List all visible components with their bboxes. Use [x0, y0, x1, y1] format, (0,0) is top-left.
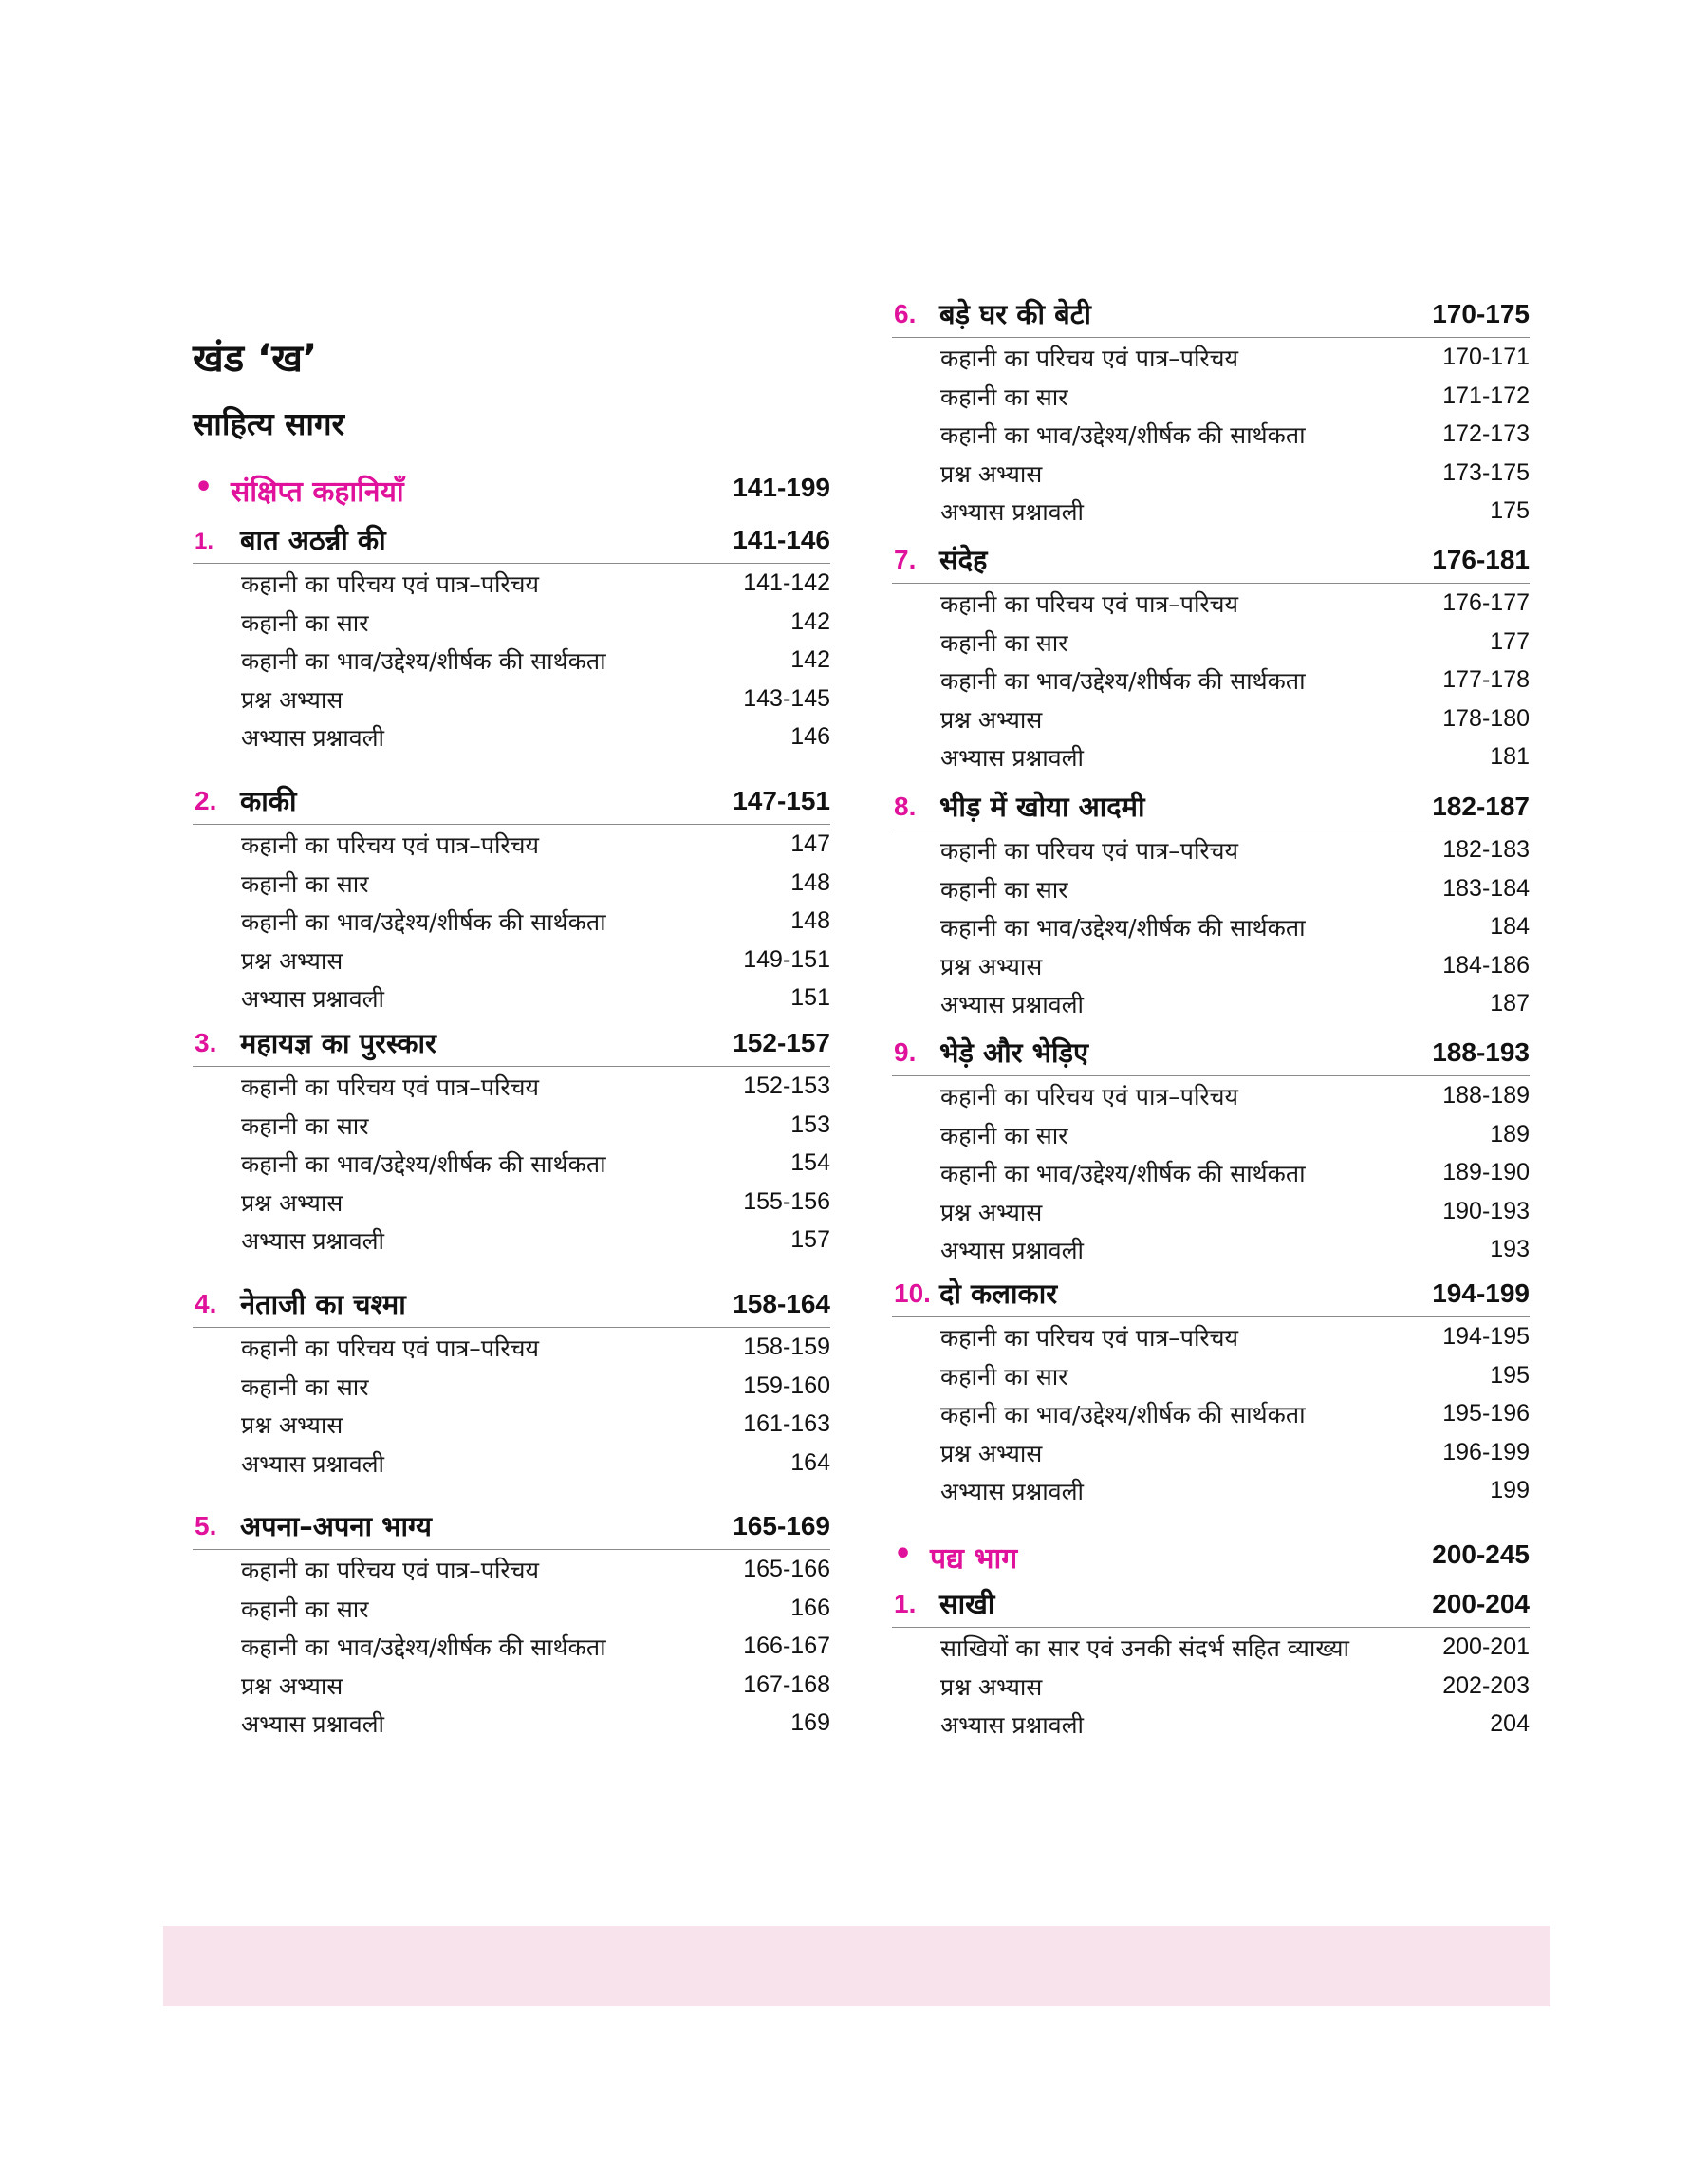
toc-story[interactable]	[892, 790, 1530, 1023]
toc-entry[interactable]	[193, 1221, 830, 1259]
toc-story[interactable]	[193, 523, 830, 756]
entry-label: साखियों का सार एवं उनकी संदर्भ सहित व्याख्या	[940, 1634, 1349, 1662]
entry-pages: 151	[790, 984, 830, 1012]
entry-label: कहानी का परिचय एवं पात्र–परिचय	[241, 831, 540, 859]
entry-label: कहानी का सार	[940, 628, 1068, 657]
story-number: 1.	[195, 529, 214, 554]
toc-entry[interactable]	[892, 1317, 1530, 1356]
entry-list	[193, 825, 830, 1017]
toc-entry[interactable]	[892, 1394, 1530, 1433]
entry-pages: 176-177	[1442, 589, 1530, 616]
entry-pages: 147	[790, 830, 830, 857]
entry-pages: 165-166	[743, 1556, 830, 1582]
entry-label: कहानी का सार	[241, 1595, 369, 1623]
toc-entry[interactable]	[892, 869, 1530, 908]
story-pages: 182-187	[1432, 792, 1530, 821]
story-title: भेड़े और भेड़िए	[939, 1036, 1089, 1069]
story-heading[interactable]	[892, 297, 1530, 338]
entry-label: कहानी का भाव/उद्देश्य/शीर्षक की सार्थकता	[241, 647, 606, 676]
section-subheading: साहित्य सागर	[193, 405, 345, 442]
toc-entry[interactable]	[892, 946, 1530, 985]
story-pages: 165-169	[733, 1511, 830, 1540]
story-number: 6.	[894, 299, 917, 328]
entry-label: कहानी का सार	[940, 1121, 1068, 1149]
entry-label: कहानी का भाव/उद्देश्य/शीर्षक की सार्थकता	[940, 1401, 1306, 1429]
entry-pages: 177	[1490, 627, 1530, 655]
entry-label: कहानी का परिचय एवं पात्र–परिचय	[241, 570, 540, 598]
entry-label: कहानी का भाव/उद्देश्य/शीर्षक की सार्थकता	[241, 1150, 606, 1179]
story-heading[interactable]	[193, 1509, 830, 1550]
story-title: दो कलाकार	[939, 1278, 1058, 1310]
toc-entry[interactable]	[892, 1115, 1530, 1154]
toc-entry[interactable]	[892, 830, 1530, 869]
toc-entry[interactable]	[892, 1076, 1530, 1115]
story-title: महायज्ञ का पुरस्कार	[240, 1027, 436, 1059]
entry-pages: 172-173	[1442, 420, 1530, 448]
entry-pages: 153	[790, 1110, 830, 1138]
toc-entry[interactable]	[193, 1067, 830, 1106]
entry-list	[193, 1067, 830, 1259]
entry-label: कहानी का भाव/उद्देश्य/शीर्षक की सार्थकता	[241, 908, 606, 937]
entry-pages: 189-190	[1442, 1159, 1530, 1186]
toc-entry[interactable]	[193, 979, 830, 1017]
toc-entry[interactable]	[892, 338, 1530, 377]
entry-pages: 188-189	[1442, 1082, 1530, 1109]
toc-entry[interactable]	[193, 718, 830, 756]
story-number: 1.	[894, 1589, 917, 1618]
story-number: 2.	[195, 786, 217, 815]
story-pages: 194-199	[1432, 1278, 1530, 1308]
entry-pages: 178-180	[1442, 704, 1530, 732]
entry-pages: 184-186	[1442, 951, 1530, 979]
story-pages: 170-175	[1432, 299, 1530, 328]
entry-label: प्रश्न अभ्यास	[940, 1439, 1043, 1467]
entry-label: अभ्यास प्रश्नावली	[940, 1711, 1085, 1740]
entry-pages: 170-171	[1442, 344, 1530, 370]
entry-label: कहानी का सार	[241, 608, 369, 637]
entry-pages: 199	[1490, 1477, 1530, 1504]
toc-entry[interactable]	[892, 700, 1530, 738]
toc-story[interactable]	[892, 1036, 1530, 1269]
entry-label: अभ्यास प्रश्नावली	[241, 1710, 385, 1739]
toc-entry[interactable]	[892, 492, 1530, 531]
story-heading[interactable]	[193, 784, 830, 825]
entry-label: कहानी का परिचय एवं पात्र–परिचय	[940, 590, 1239, 618]
story-number: 8.	[894, 792, 917, 821]
entry-label: कहानी का परिचय एवं पात्र–परिचय	[241, 1334, 540, 1362]
toc-entry[interactable]	[892, 454, 1530, 493]
entry-pages: 177-178	[1442, 666, 1530, 694]
entry-label: कहानी का परिचय एवं पात्र–परिचय	[940, 1324, 1239, 1352]
entry-pages: 204	[1490, 1710, 1530, 1738]
entry-label: अभ्यास प्रश्नावली	[940, 744, 1085, 773]
entry-pages: 181	[1490, 743, 1530, 771]
entry-pages: 148	[790, 868, 830, 896]
story-title: भीड़ में खोया आदमी	[939, 791, 1145, 823]
entry-label: कहानी का भाव/उद्देश्य/शीर्षक की सार्थकता	[940, 421, 1306, 450]
toc-entry[interactable]	[193, 1328, 830, 1367]
section-kahaniyan[interactable]	[193, 471, 830, 513]
toc-entry[interactable]	[193, 603, 830, 642]
toc-entry[interactable]	[892, 1705, 1530, 1744]
toc-entry[interactable]	[193, 864, 830, 903]
story-title: अपना–अपना भाग्य	[240, 1510, 432, 1542]
story-number: 9.	[894, 1037, 917, 1067]
entry-label: अभ्यास प्रश्नावली	[241, 985, 385, 1014]
entry-pages: 166	[790, 1594, 830, 1621]
toc-entry[interactable]	[892, 584, 1530, 623]
entry-label: कहानी का भाव/उद्देश्य/शीर्षक की सार्थकता	[940, 667, 1306, 696]
entry-label: कहानी का सार	[940, 875, 1068, 904]
entry-pages: 158-159	[743, 1334, 830, 1360]
entry-label: कहानी का भाव/उद्देश्य/शीर्षक की सार्थकता	[241, 1633, 606, 1662]
toc-entry[interactable]	[193, 641, 830, 680]
entry-pages: 193	[1490, 1236, 1530, 1263]
toc-entry[interactable]	[892, 1628, 1530, 1667]
story-number: 4.	[195, 1289, 217, 1318]
entry-label: कहानी का परिचय एवं पात्र–परिचय	[241, 1073, 540, 1101]
toc-entry[interactable]	[892, 1433, 1530, 1472]
story-title: बात अठन्नी की	[240, 524, 386, 556]
entry-label: प्रश्न अभ्यास	[940, 1672, 1043, 1701]
story-heading[interactable]	[892, 790, 1530, 830]
entry-pages: 171-172	[1442, 382, 1530, 409]
story-number: 10.	[894, 1278, 931, 1308]
section-title: पद्य भाग	[930, 1542, 1018, 1576]
section-pages: 141-199	[733, 473, 830, 502]
entry-label: कहानी का परिचय एवं पात्र–परिचय	[940, 1083, 1239, 1110]
entry-label: अभ्यास प्रश्नावली	[241, 1449, 385, 1478]
toc-entry[interactable]	[892, 661, 1530, 700]
entry-label: प्रश्न अभ्यास	[940, 459, 1043, 488]
entry-pages: 187	[1490, 990, 1530, 1017]
toc-entry[interactable]	[193, 1144, 830, 1183]
entry-pages: 157	[790, 1226, 830, 1254]
story-title: नेताजी का चश्मा	[240, 1288, 406, 1320]
entry-pages: 149-151	[743, 945, 830, 973]
entry-pages: 200-201	[1442, 1633, 1530, 1660]
section-padya[interactable]	[892, 1538, 1530, 1579]
entry-label: प्रश्न अभ्यास	[241, 946, 343, 975]
entry-pages: 159-160	[743, 1371, 830, 1399]
entry-list	[892, 1317, 1530, 1510]
toc-entry[interactable]	[892, 1356, 1530, 1395]
toc-entry[interactable]	[193, 1704, 830, 1743]
entry-pages: 154	[790, 1149, 830, 1177]
entry-label: अभ्यास प्रश्नावली	[940, 1478, 1085, 1506]
entry-label: प्रश्न अभ्यास	[940, 1198, 1043, 1226]
story-title: काकी	[240, 785, 297, 817]
toc-entry[interactable]	[892, 1667, 1530, 1706]
story-heading[interactable]	[892, 1036, 1530, 1076]
toc-story[interactable]	[892, 297, 1530, 531]
bullet-icon: •	[894, 1538, 913, 1571]
toc-entry[interactable]	[892, 1471, 1530, 1510]
entry-label: प्रश्न अभ्यास	[940, 952, 1043, 980]
entry-pages: 161-163	[743, 1410, 830, 1438]
story-number: 3.	[195, 1028, 217, 1057]
story-title: बड़े घर की बेटी	[939, 298, 1091, 330]
entry-pages: 155-156	[743, 1187, 830, 1215]
entry-label: अभ्यास प्रश्नावली	[940, 1237, 1085, 1265]
entry-pages: 166-167	[743, 1633, 830, 1660]
entry-label: अभ्यास प्रश्नावली	[241, 724, 385, 753]
story-heading[interactable]	[892, 1277, 1530, 1317]
entry-label: कहानी का सार	[940, 382, 1068, 411]
entry-label: प्रश्न अभ्यास	[241, 1411, 343, 1440]
story-pages: 152-157	[733, 1028, 830, 1057]
story-number: 5.	[195, 1511, 217, 1540]
story-heading[interactable]	[892, 1587, 1530, 1628]
toc-entry[interactable]	[193, 1367, 830, 1406]
section-pages: 200-245	[1432, 1539, 1530, 1569]
toc-story[interactable]	[193, 1026, 830, 1259]
toc-entry[interactable]	[193, 825, 830, 864]
entry-label: प्रश्न अभ्यास	[940, 705, 1043, 734]
toc-entry[interactable]	[892, 415, 1530, 454]
toc-entry[interactable]	[193, 1589, 830, 1628]
entry-label: अभ्यास प्रश्नावली	[940, 498, 1085, 527]
entry-pages: 196-199	[1442, 1438, 1530, 1465]
story-pages: 176-181	[1432, 545, 1530, 574]
entry-label: कहानी का सार	[241, 1372, 369, 1401]
story-title: साखी	[939, 1588, 995, 1620]
story-pages: 141-146	[733, 525, 830, 554]
story-number: 7.	[894, 545, 917, 574]
toc-entry[interactable]	[892, 1230, 1530, 1269]
entry-label: कहानी का सार	[241, 869, 369, 898]
toc-entry[interactable]	[193, 564, 830, 603]
entry-label: कहानी का परिचय एवं पात्र–परिचय	[241, 1557, 540, 1584]
entry-pages: 190-193	[1442, 1197, 1530, 1224]
toc-entry[interactable]	[193, 1405, 830, 1444]
toc-entry[interactable]	[193, 941, 830, 980]
entry-pages: 142	[790, 607, 830, 635]
story-heading[interactable]	[193, 1287, 830, 1328]
entry-pages: 175	[1490, 497, 1530, 525]
entry-pages: 195	[1490, 1361, 1530, 1389]
toc-story[interactable]	[892, 543, 1530, 776]
toc-entry[interactable]	[193, 902, 830, 941]
entry-list	[193, 1328, 830, 1482]
entry-pages: 142	[790, 646, 830, 674]
toc-entry[interactable]	[892, 1153, 1530, 1192]
section-title: संक्षिप्त कहानियाँ	[231, 476, 404, 509]
story-title: संदेह	[939, 544, 988, 576]
bullet-icon: •	[195, 471, 214, 504]
section-heading: खंड ‘ख’	[193, 337, 318, 381]
toc-entry[interactable]	[193, 1444, 830, 1483]
entry-list	[193, 1550, 830, 1743]
entry-list	[892, 830, 1530, 1023]
story-pages: 158-164	[733, 1289, 830, 1318]
story-heading[interactable]	[193, 523, 830, 564]
entry-label: प्रश्न अभ्यास	[241, 1188, 343, 1217]
story-pages: 188-193	[1432, 1037, 1530, 1067]
entry-pages: 146	[790, 723, 830, 751]
entry-pages: 167-168	[743, 1670, 830, 1698]
toc-entry[interactable]	[193, 1106, 830, 1145]
entry-pages: 195-196	[1442, 1400, 1530, 1427]
toc-entry[interactable]	[892, 1192, 1530, 1231]
toc-entry[interactable]	[193, 680, 830, 718]
entry-label: कहानी का परिचय एवं पात्र–परिचय	[940, 345, 1239, 372]
toc-entry[interactable]	[892, 737, 1530, 776]
entry-label: प्रश्न अभ्यास	[241, 685, 343, 714]
entry-list	[892, 338, 1530, 531]
entry-list	[892, 1628, 1530, 1744]
entry-pages: 143-145	[743, 684, 830, 712]
entry-label: प्रश्न अभ्यास	[241, 1671, 343, 1700]
story-pages: 147-151	[733, 786, 830, 815]
entry-pages: 183-184	[1442, 874, 1530, 902]
entry-label: अभ्यास प्रश्नावली	[940, 991, 1085, 1019]
toc-entry[interactable]	[892, 623, 1530, 662]
toc-story[interactable]	[193, 1509, 830, 1743]
story-heading[interactable]	[193, 1026, 830, 1067]
story-heading[interactable]	[892, 543, 1530, 584]
entry-pages: 141-142	[743, 569, 830, 596]
toc-entry[interactable]	[193, 1550, 830, 1589]
entry-list	[193, 564, 830, 756]
toc-entry[interactable]	[892, 907, 1530, 946]
entry-pages: 173-175	[1442, 458, 1530, 486]
toc-story[interactable]	[193, 784, 830, 1017]
toc-story[interactable]	[193, 1287, 830, 1482]
entry-pages: 169	[790, 1709, 830, 1737]
entry-pages: 148	[790, 907, 830, 935]
story-pages: 200-204	[1432, 1589, 1530, 1618]
entry-label: कहानी का भाव/उद्देश्य/शीर्षक की सार्थकता	[940, 914, 1306, 942]
entry-label: कहानी का परिचय एवं पात्र–परिचय	[940, 837, 1239, 865]
entry-label: कहानी का भाव/उद्देश्य/शीर्षक की सार्थकता	[940, 1160, 1306, 1188]
entry-pages: 184	[1490, 913, 1530, 941]
entry-pages: 189	[1490, 1120, 1530, 1147]
entry-label: कहानी का सार	[940, 1362, 1068, 1390]
footer-band	[163, 1926, 1550, 2006]
entry-pages: 194-195	[1442, 1323, 1530, 1350]
toc-entry[interactable]	[892, 984, 1530, 1023]
entry-pages: 182-183	[1442, 836, 1530, 863]
entry-list	[892, 584, 1530, 776]
toc-story[interactable]	[892, 1277, 1530, 1510]
toc-entry[interactable]	[193, 1666, 830, 1705]
entry-list	[892, 1076, 1530, 1269]
entry-pages: 152-153	[743, 1073, 830, 1099]
entry-label: अभ्यास प्रश्नावली	[241, 1227, 385, 1256]
entry-pages: 164	[790, 1448, 830, 1476]
toc-entry[interactable]	[892, 377, 1530, 416]
entry-label: कहानी का सार	[241, 1111, 369, 1140]
toc-entry[interactable]	[193, 1627, 830, 1666]
toc-poem[interactable]	[892, 1587, 1530, 1744]
entry-pages: 202-203	[1442, 1671, 1530, 1699]
toc-entry[interactable]	[193, 1183, 830, 1222]
